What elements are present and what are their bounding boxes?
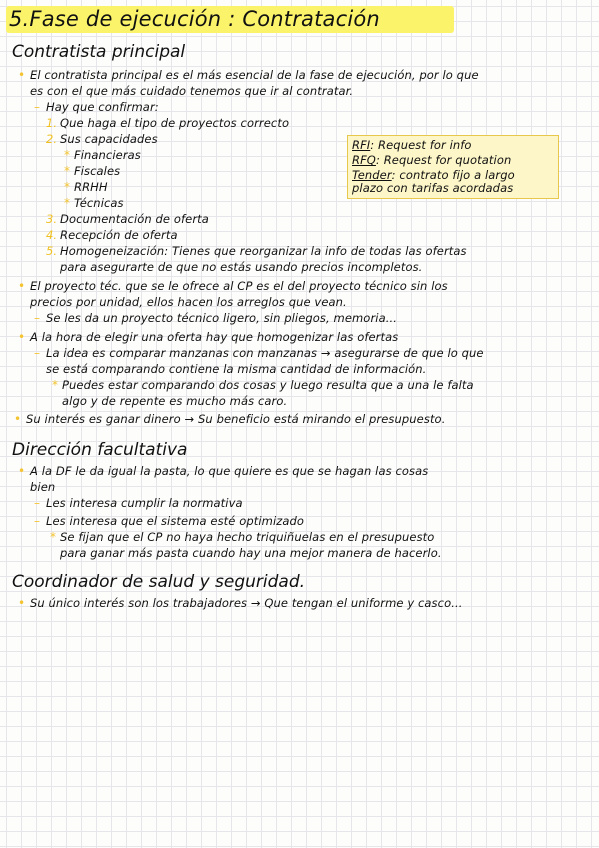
section-heading-coordinador: Coordinador de salud y seguridad. <box>12 572 306 592</box>
text-line: Se les da un proyecto técnico ligero, sin pliegos, memoria... <box>46 311 397 325</box>
text-line: A la hora de elegir una oferta hay que homogenizar las ofertas <box>30 330 399 344</box>
tender-text: : contrato fijo a largo <box>391 168 515 182</box>
text-line: Hay que confirmar: <box>46 100 159 114</box>
list-number: 1. <box>46 116 58 130</box>
text-line: El contratista principal es el más esencial de la fase de ejecución, por lo que <box>30 68 479 82</box>
glossary-note <box>347 135 559 199</box>
dash-icon: – <box>34 346 40 360</box>
text-line: Se fijan que el CP no haya hecho triquiñuelas en el presupuesto <box>60 530 435 544</box>
text-line: Sus capacidades <box>60 132 158 146</box>
text-line: se está comparando contiene la misma cantidad de información. <box>46 362 427 376</box>
bullet-icon: • <box>18 68 26 82</box>
text-line: bien <box>30 480 56 494</box>
tender-text-cont: plazo con tarifas acordadas <box>352 181 514 195</box>
star-icon: * <box>64 180 70 194</box>
star-icon: * <box>50 530 56 544</box>
text-line: Recepción de oferta <box>60 228 178 242</box>
text-line: Financieras <box>74 148 141 162</box>
text-line: El proyecto téc. que se le ofrece al CP es el del proyecto técnico sin los <box>30 279 448 293</box>
text-line: Que haga el tipo de proyectos correcto <box>60 116 290 130</box>
text-line: RRHH <box>74 180 108 194</box>
text-line: Les interesa que el sistema esté optimizado <box>46 514 305 528</box>
dash-icon: – <box>34 514 40 528</box>
page-title: 5.Fase de ejecución : Contratación <box>9 7 380 31</box>
bullet-icon: • <box>18 330 26 344</box>
star-icon: * <box>64 196 70 210</box>
text-line: precios por unidad, ellos hacen los arreglos que vean. <box>30 295 347 309</box>
rfi-text: : Request for info <box>370 138 472 152</box>
text-line: Fiscales <box>74 164 121 178</box>
section-heading-direccion: Dirección facultativa <box>12 440 188 460</box>
star-icon: * <box>64 148 70 162</box>
star-icon: * <box>64 164 70 178</box>
rfi-abbr: RFI <box>352 138 371 152</box>
text-line: para asegurarte de que no estás usando precios incompletos. <box>60 260 423 274</box>
bullet-icon: • <box>14 412 22 426</box>
text-line: Documentación de oferta <box>60 212 209 226</box>
text-line: para ganar más pasta cuando hay una mejor manera de hacerlo. <box>60 546 442 560</box>
bullet-icon: • <box>18 279 26 293</box>
dash-icon: – <box>34 100 40 114</box>
rfq-text: : Request for quotation <box>375 153 512 167</box>
text-line: Su interés es ganar dinero → Su beneficio está mirando el presupuesto. <box>26 412 446 426</box>
tender-abbr: Tender <box>352 168 392 182</box>
text-line: La idea es comparar manzanas con manzanas → asegurarse de que lo que <box>46 346 484 360</box>
list-number: 5. <box>46 244 58 258</box>
list-number: 2. <box>46 132 58 146</box>
text-line: Técnicas <box>74 196 124 210</box>
list-number: 4. <box>46 228 58 242</box>
text-line: algo y de repente es mucho más caro. <box>62 394 288 408</box>
text-line: Homogeneización: Tienes que reorganizar la info de todas las ofertas <box>60 244 467 258</box>
star-icon: * <box>52 378 58 392</box>
text-line: Les interesa cumplir la normativa <box>46 496 243 510</box>
rfq-abbr: RFQ <box>352 153 376 167</box>
dash-icon: – <box>34 496 40 510</box>
text-line: Puedes estar comparando dos cosas y luego resulta que a una le falta <box>62 378 474 392</box>
text-line: Su único interés son los trabajadores → Que tengan el uniforme y casco... <box>30 596 463 610</box>
bullet-icon: • <box>18 596 26 610</box>
list-number: 3. <box>46 212 58 226</box>
text-line: es con el que más cuidado tenemos que ir al contratar. <box>30 84 354 98</box>
text-line: A la DF le da igual la pasta, lo que quiere es que se hagan las cosas <box>30 464 429 478</box>
dash-icon: – <box>34 311 40 325</box>
bullet-icon: • <box>18 464 26 478</box>
section-heading-contratista: Contratista principal <box>12 42 186 62</box>
